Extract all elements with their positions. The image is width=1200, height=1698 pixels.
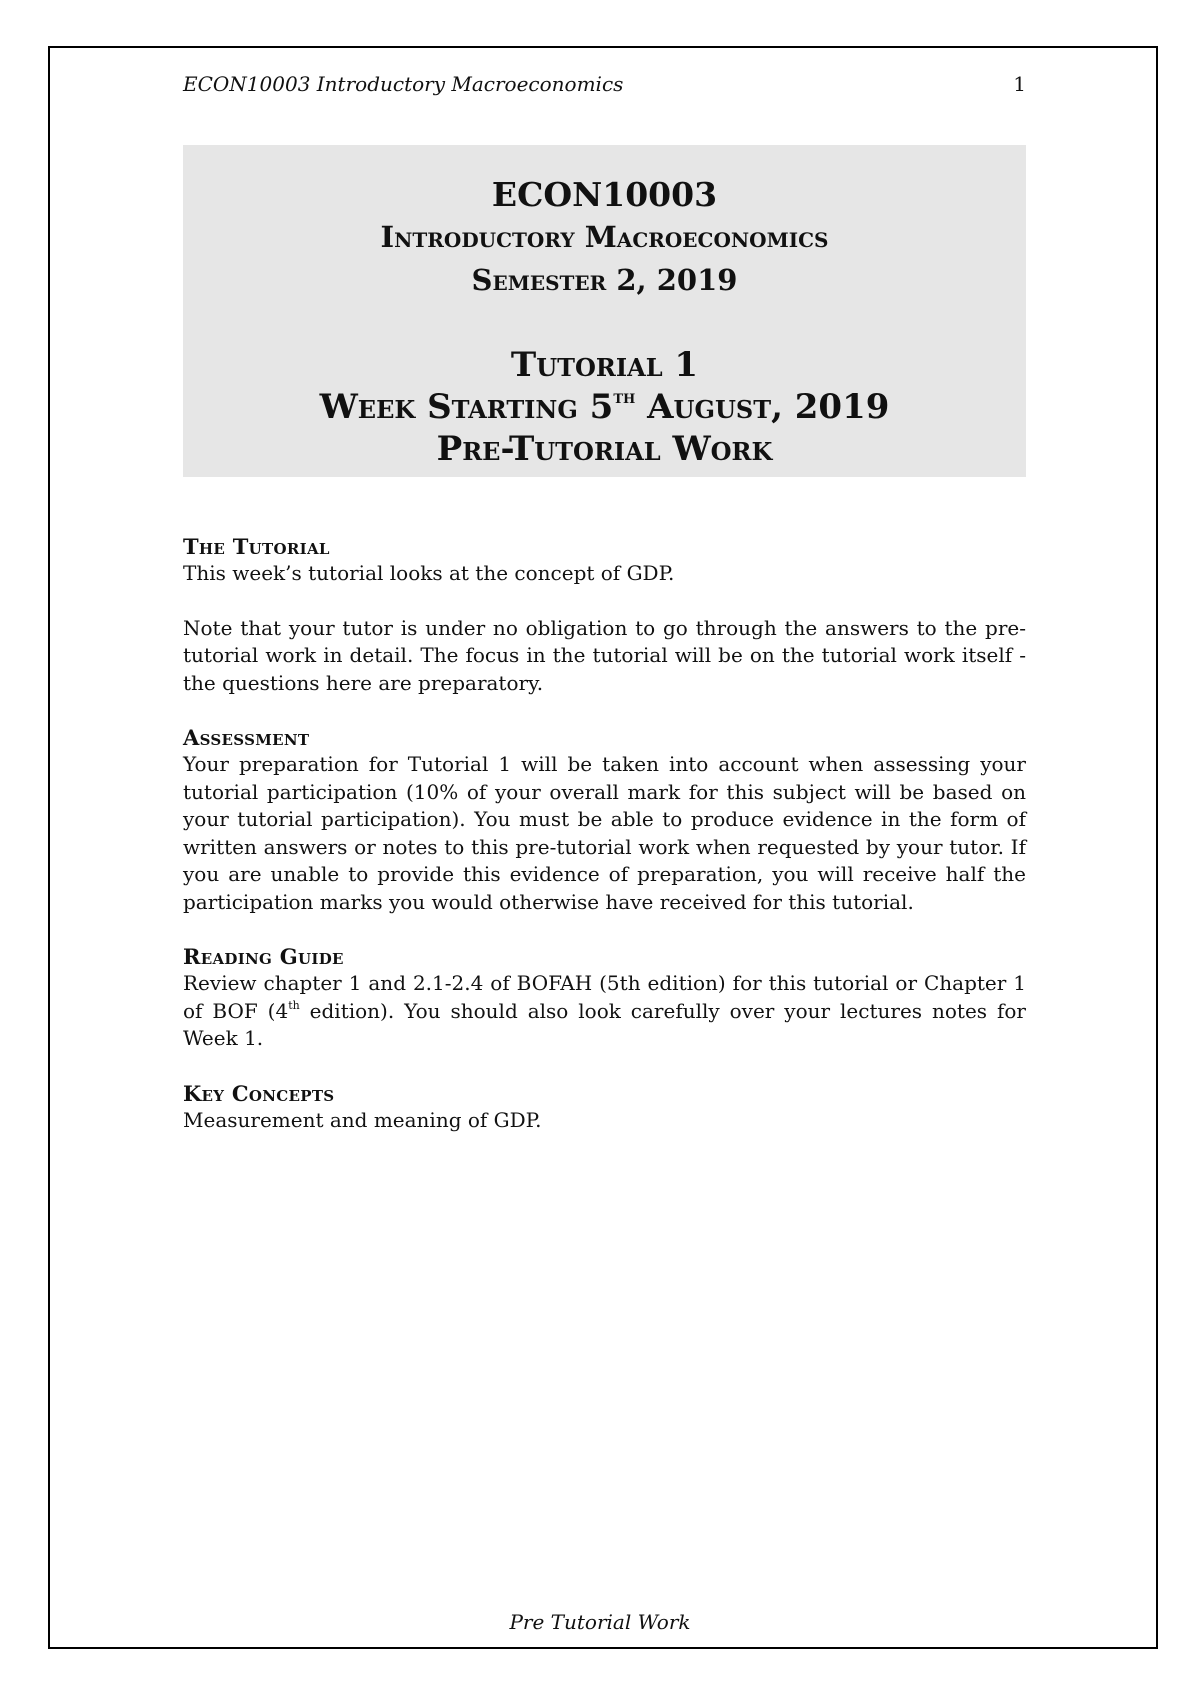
section-assessment — [183, 724, 1026, 916]
week-prefix: Week Starting 5 — [319, 387, 614, 427]
section-tutorial — [183, 533, 1026, 697]
reading-text-part1: Review chapter 1 and 2.1-2.4 of BOFAH (5th edition) for this tutorial or Chapter 1 of BOF (4 — [183, 971, 1026, 1023]
work-type: Pre-Tutorial Work — [436, 429, 773, 469]
section-heading: The Tutorial — [183, 534, 330, 559]
paragraph: Note that your tutor is under no obligation to go through the answers to the pre-tutorial work in detail. The focus in the tutorial will be on the tutorial work itself - the questions here are preparatory. — [183, 615, 1026, 695]
week-starting — [183, 387, 1026, 427]
page-footer: Pre Tutorial Work — [509, 1610, 691, 1634]
section-reading-guide — [183, 943, 1026, 1053]
reading-text-part2: edition). You should also look carefully over your lectures notes for Week 1. — [183, 998, 1026, 1050]
page-number: 1 — [1013, 72, 1026, 96]
section-heading: Key Concepts — [183, 1080, 335, 1106]
section-heading: Reading Guide — [183, 944, 344, 969]
section-key-concepts — [183, 1080, 1026, 1135]
paragraph — [183, 970, 1026, 1053]
course-name: Introductory Macroeconomics — [380, 220, 829, 254]
section-heading: Assessment — [183, 725, 310, 750]
title-block — [183, 145, 1026, 477]
running-header — [183, 72, 1026, 96]
tutorial-number: Tutorial 1 — [510, 345, 699, 385]
week-suffix: August, 2019 — [635, 387, 890, 427]
course-code: ECON10003 — [491, 175, 718, 214]
paragraph: Measurement and meaning of GDP. — [183, 1107, 542, 1132]
week-superscript: th — [613, 386, 636, 409]
semester: Semester 2, 2019 — [471, 263, 738, 297]
paragraph: This week’s tutorial looks at the concept of GDP. — [183, 561, 675, 585]
reading-superscript: th — [288, 998, 300, 1012]
paragraph: Your preparation for Tutorial 1 will be taken into account when assessing your tutorial participation (10% of your overall mark for this subject will be based on your tutorial participation). You must be able to produce evidence in the form of written answers or notes to this pre-tutorial work when requested by your tutor. If you are unable to provide this evidence of preparation, you will receive half the participation marks you would otherwise have received for this tutorial. — [183, 752, 1026, 914]
document-body — [183, 533, 1026, 1161]
header-title: ECON10003 Introductory Macroeconomics — [183, 72, 624, 96]
